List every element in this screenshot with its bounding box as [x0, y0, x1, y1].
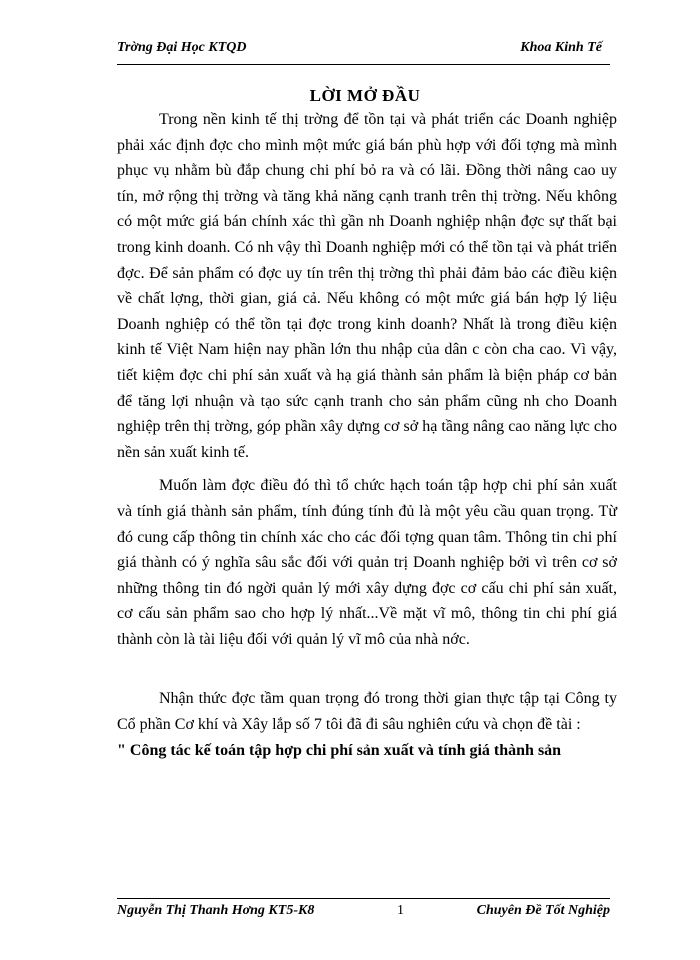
page-header: [117, 38, 610, 65]
header-school: Trờng Đại Học KTQD: [117, 40, 247, 55]
paragraph-topic-choice: Nhận thức đợc tầm quan trọng đó trong thời gian thực tập tại Công ty Cổ phần Cơ khí và Xây lắp số 7 tôi đã đi sâu nghiên cứu và chọn đề tài :: [117, 690, 617, 734]
paragraph-topic-title: " Công tác kế toán tập hợp chi phí sản xuất và tính giá thành sản: [117, 741, 562, 759]
footer-author: Nguyễn Thị Thanh Hơng KT5-K8: [117, 903, 315, 918]
page-footer: [117, 898, 610, 923]
paragraph-intro: Trong nền kinh tế thị trờng để tồn tại và phát triển các Doanh nghiệp phải xác định đợc cho mình một mức giá bán phù hợp với đối tợng mà mình phục vụ nhằm bù đắp chung chi phí bỏ ra và có lãi. Đồng thời nâng cao uy tín, mở rộng thị trờng và tăng khả năng cạnh tranh trên thị trờng. Nếu không có một mức giá bán chính xác thì gần nh Doanh nghiệp nhận đợc sự thất bại trong kinh doanh. Có nh vậy thì Doanh nghiệp mới có thể tồn tại và phát triển đợc. Để sản phẩm có đợc uy tín trên thị trờng thì phải đảm bảo các điều kiện về chất lợng, thời gian, giá cả. Nếu không có một mức giá bán hợp lý liệu Doanh nghiệp có thể tồn tại đợc trong kinh doanh? Nhất là trong điều kiện kinh tế Việt Nam hiện nay phần lớn thu nhập của dân c còn cha cao. Vì vậy, tiết kiệm đợc chi phí sản xuất và hạ giá thành sản phẩm là biện pháp cơ bản để tăng lợi nhuận và tạo sức cạnh tranh cho sản phẩm cũng nh cho Doanh nghiệp trên thị trờng, góp phần xây dựng cơ sở hạ tầng nâng cao năng lực cho nền sản xuất kinh tế.: [117, 111, 617, 461]
page-number: 1: [397, 903, 404, 918]
header-faculty: Khoa Kinh Tế: [520, 40, 602, 55]
document-body: [117, 107, 617, 763]
page-title: LỜI MỞ ĐẦU: [309, 86, 421, 105]
footer-doc-type: Chuyên Đề Tốt Nghiệp: [476, 903, 610, 918]
paragraph-importance: Muốn làm đợc điều đó thì tổ chức hạch toán tập hợp chi phí sản xuất và tính giá thành sản phẩm, tính đúng tính đủ là một yêu cầu quan trọng. Từ đó cung cấp thông tin chính xác cho các đối tợng quan tâm. Thông tin chi phí giá thành có ý nghĩa sâu sắc đối với quản trị Doanh nghiệp bởi vì trên cơ sở những thông tin đó ngời quản lý mới xây dựng đợc cơ cấu chi phí sản xuất, cơ cấu sản phẩm sao cho hợp lý nhất...Về mặt vĩ mô, thông tin chi phí giá thành còn là tài liệu đối với quản lý vĩ mô của nhà nớc.: [117, 477, 617, 648]
